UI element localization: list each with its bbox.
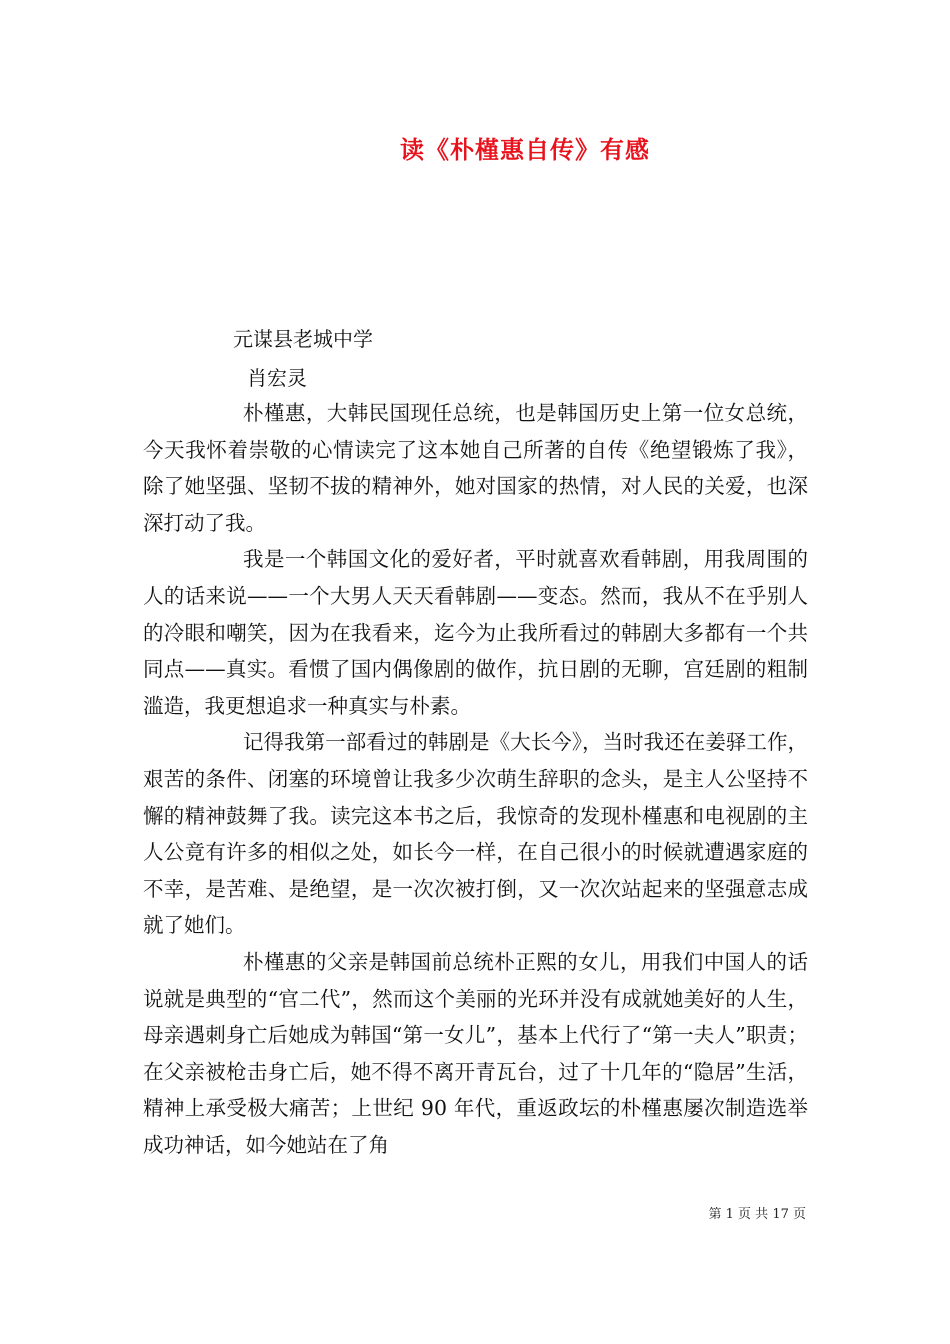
document-body: [143, 395, 808, 1163]
author-name: 肖宏灵: [247, 366, 307, 390]
school-name: 元谋县老城中学: [233, 327, 373, 351]
page-footer: 第 1 页 共 17 页: [708, 1207, 806, 1222]
paragraph-1: 朴槿惠，大韩民国现任总统，也是韩国历史上第一位女总统，今天我怀着崇敬的心情读完了这本她自己所著的自传《绝望锻炼了我》，除了她坚强、坚韧不拔的精神外，她对国家的热情，对人民的关爱，也深深打动了我。: [143, 401, 808, 535]
paragraph-2: 我是一个韩国文化的爱好者，平时就喜欢看韩剧，用我周围的人的话来说——一个大男人天天看韩剧——变态。然而，我从不在乎别人的冷眼和嘲笑，因为在我看来，迄今为止我所看过的韩剧大多都有一个共同点——真实。看惯了国内偶像剧的做作，抗日剧的无聊，宫廷剧的粗制滥造，我更想追求一种真实与朴素。: [143, 547, 808, 718]
paragraph-4: 朴槿惠的父亲是韩国前总统朴正熙的女儿，用我们中国人的话说就是典型的“官二代”，然而这个美丽的光环并没有成就她美好的人生，母亲遇刺身亡后她成为韩国“第一女儿”，基本上代行了“第一夫人”职责；在父亲被枪击身亡后，她不得不离开青瓦台，过了十几年的“隐居”生活，精神上承受极大痛苦；上世纪 90 年代，重返政坛的朴槿惠屡次制造选举成功神话，如今她站在了角: [143, 949, 808, 1157]
paragraph-3: 记得我第一部看过的韩剧是《大长今》，当时我还在姜驿工作，艰苦的条件、闭塞的环境曾让我多少次萌生辞职的念头，是主人公坚持不懈的精神鼓舞了我。读完这本书之后，我惊奇的发现朴槿惠和电视剧的主人公竟有许多的相似之处，如长今一样，在自己很小的时候就遭遇家庭的不幸，是苦难、是绝望，是一次次被打倒，又一次次站起来的坚强意志成就了她们。: [143, 730, 808, 938]
document-title: 读《朴槿惠自传》有感: [400, 135, 650, 164]
